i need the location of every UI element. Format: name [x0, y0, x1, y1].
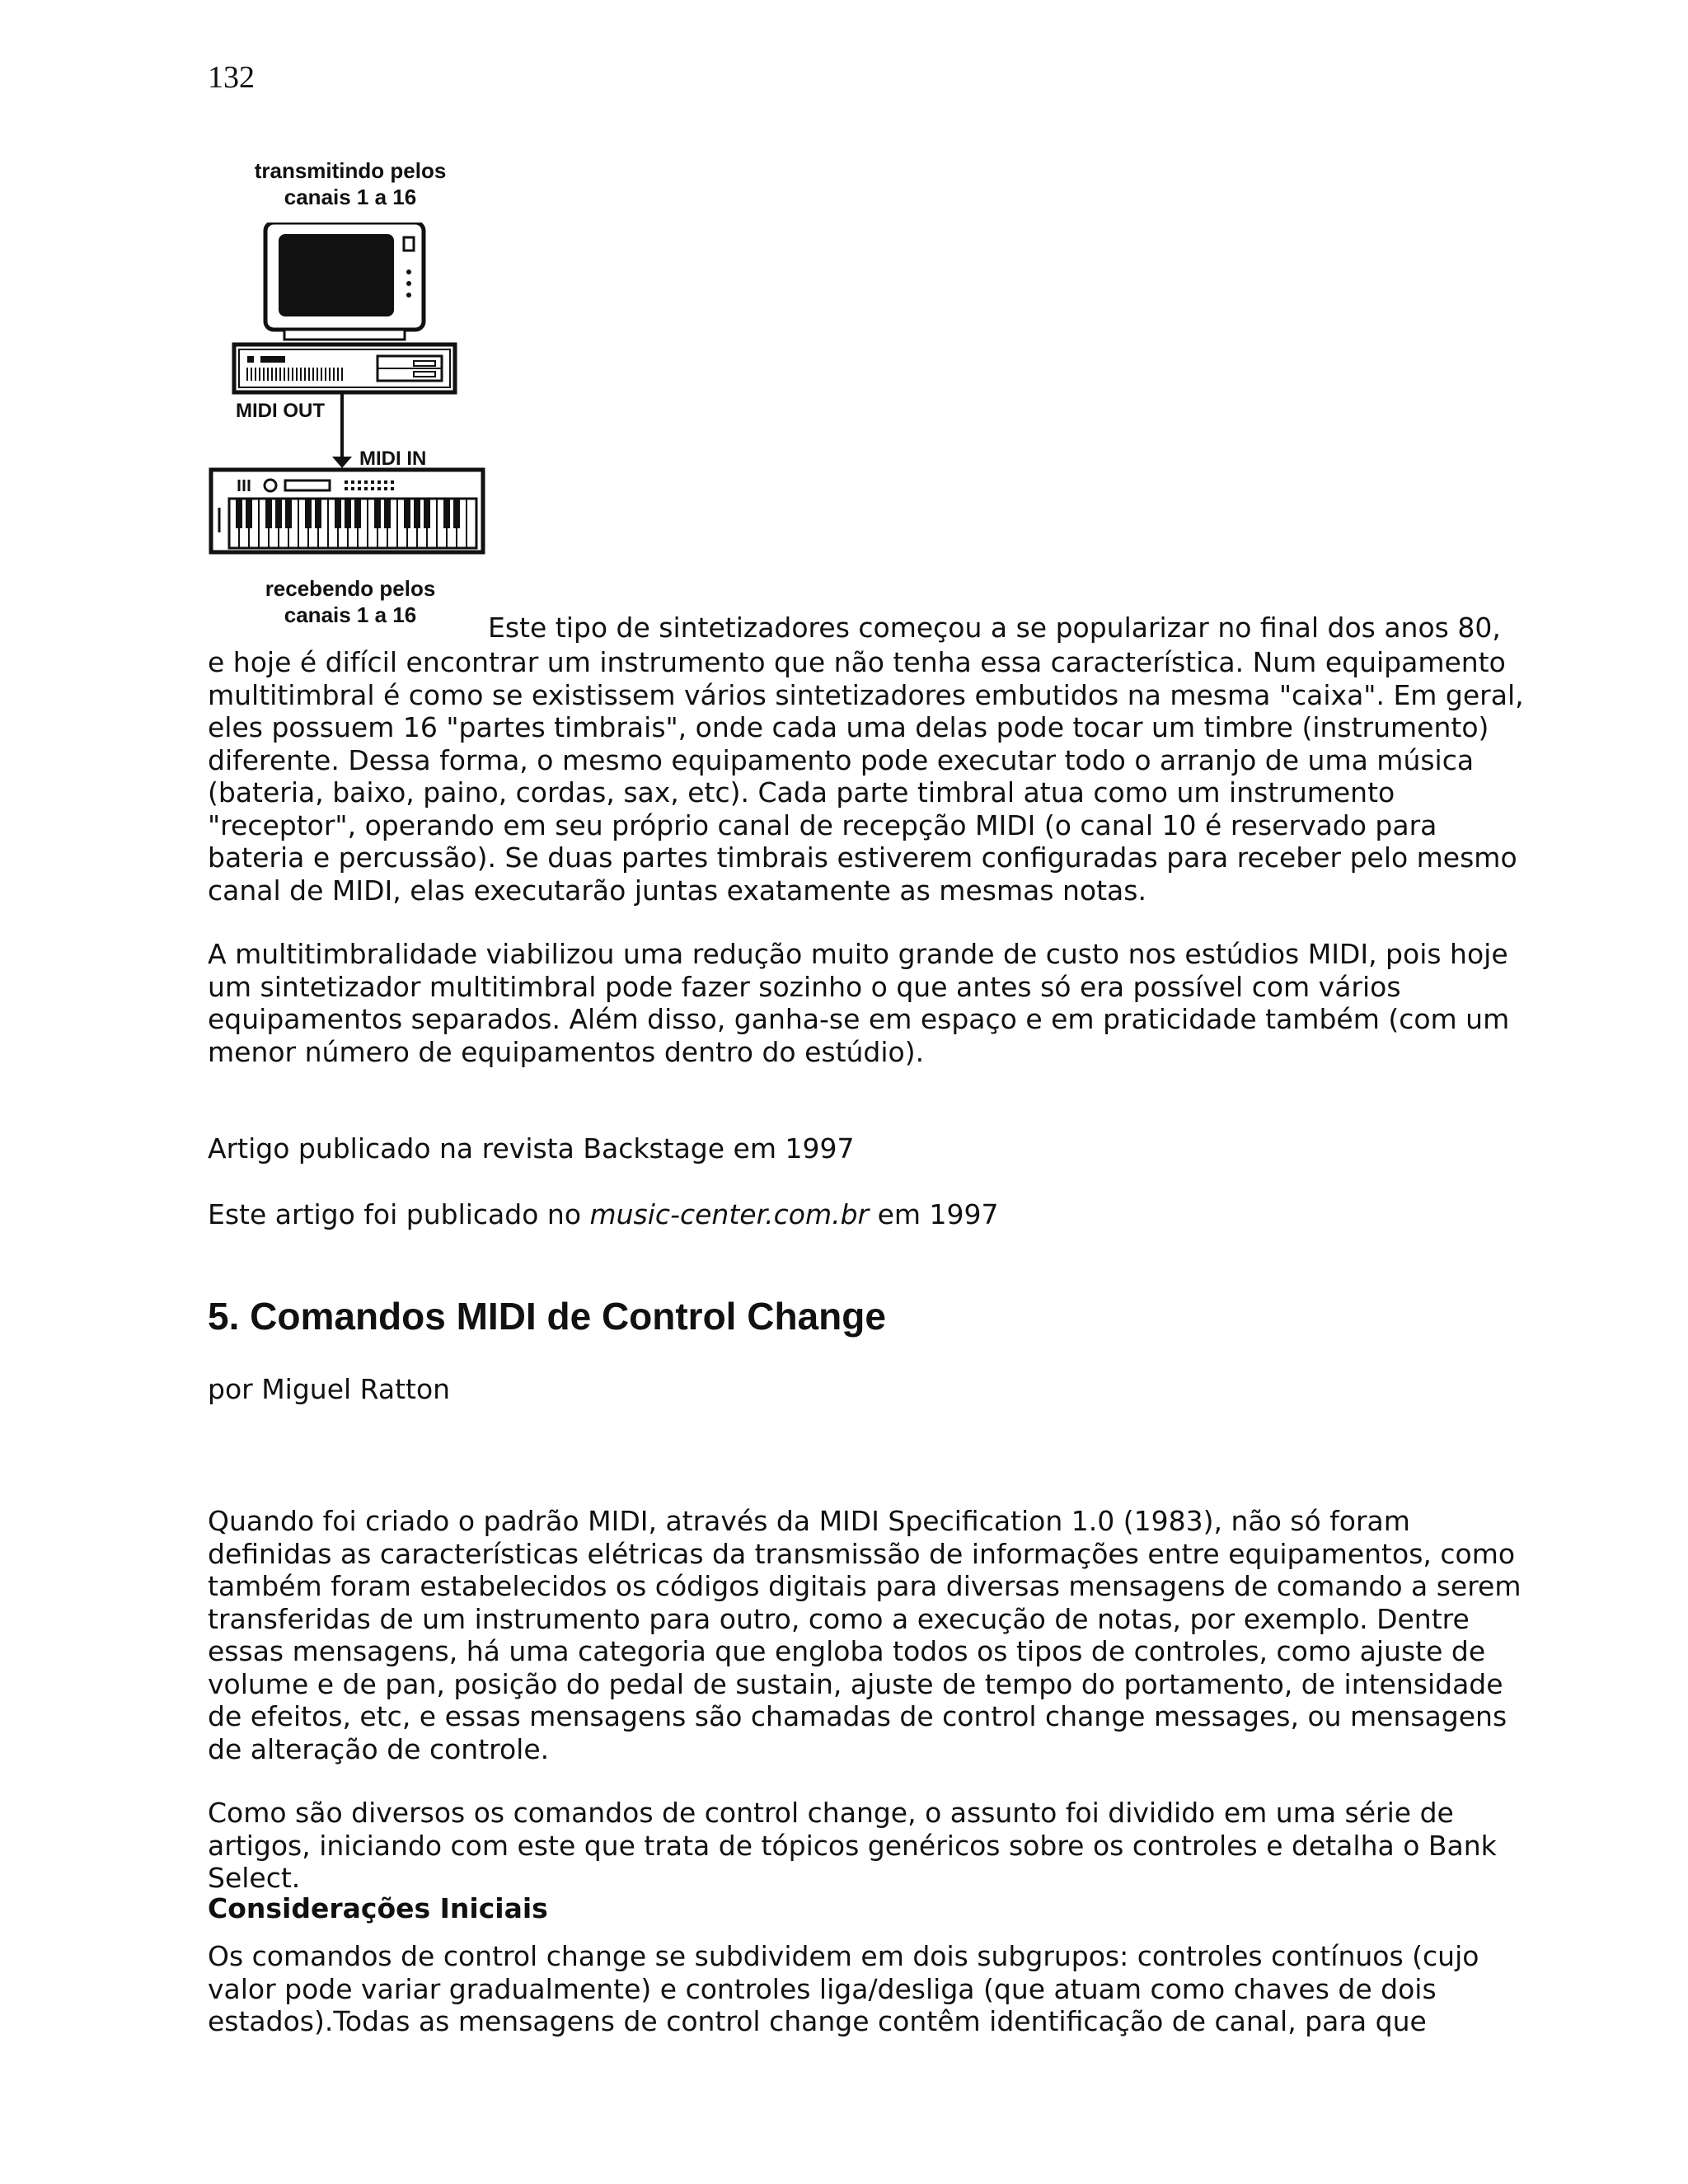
- published-note-2-prefix: Este artigo foi publicado no: [208, 1198, 590, 1230]
- subheading-consideracoes: Considerações Iniciais: [208, 1892, 548, 1924]
- section-paragraph-2: Como são diversos os comandos de control change, o assunto foi dividido em uma série de artigos, iniciando com este que trata de tópicos genéricos sobre os controles e detalha o Bank Select.: [208, 1797, 1497, 1894]
- page-number: 132: [208, 60, 255, 95]
- computer-cpu-icon: [234, 344, 455, 392]
- paragraph-1-first-line: Este tipo de sintetizadores começou a se popularizar no final dos anos 80,: [488, 612, 1501, 644]
- midi-in-label: MIDI IN: [359, 448, 427, 470]
- midi-cable-arrow-icon: [332, 392, 352, 468]
- midi-out-label: MIDI OUT: [236, 400, 325, 422]
- figure-top-label-line2: canais 1 a 16: [284, 185, 417, 209]
- section-title: 5. Comandos MIDI de Control Change: [208, 1295, 886, 1338]
- published-note-2: [208, 1198, 1526, 1231]
- published-note-1: Artigo publicado na revista Backstage em 1997: [208, 1132, 855, 1165]
- figure-bottom-label-line2: canais 1 a 16: [284, 602, 417, 627]
- website-reference: music-center.com.br: [589, 1198, 870, 1230]
- author-line: por Miguel Ratton: [208, 1373, 451, 1405]
- published-note-2-suffix: em 1997: [869, 1198, 999, 1230]
- paragraph-1: e hoje é difícil encontrar um instrumento que não tenha essa característica. Num equipamento multitimbral é como se existissem vários sintetizadores embutidos na mesma "caixa". Em geral, eles possuem 16 "partes timbrais", onde cada uma delas pode tocar um timbre (instrumento) diferente. Dessa forma, o mesmo equipamento pode executar todo o arranjo de uma música (bateria, baixo, paino, cordas, sax, etc). Cada parte timbral atua como um instrumento "receptor", operando em seu próprio canal de recepção MIDI (o canal 10 é reservado para bateria e percussão). Se duas partes timbrais estiverem configuradas para receber pelo mesmo canal de MIDI, elas executarão juntas exatamente as mesmas notas.: [208, 646, 1524, 907]
- computer-monitor-icon: [265, 223, 424, 340]
- section-paragraph-3: Os comandos de control change se subdividem em dois subgrupos: controles contínuos (cujo valor pode variar gradualmente) e controles liga/desliga (que atuam como chaves de dois estados).Todas as mensagens de control change contêm identificação de canal, para que: [208, 1940, 1479, 2037]
- section-paragraph-1: Quando foi criado o padrão MIDI, através da MIDI Specification 1.0 (1983), não só foram definidas as características elétricas da transmissão de informações entre equipamentos, como também foram estabelecidos os códigos digitais para diversas mensagens de comando a serem transferidas de um instrumento para outro, como a execução de notas, por exemplo. Dentre essas mensagens, há uma categoria que engloba todos os tipos de controles, como ajuste de volume e de pan, posição do pedal de sustain, ajuste de tempo do portamento, de intensidade de efeitos, etc, e essas mensagens são chamadas de control change messages, ou mensagens de alteração de controle.: [208, 1505, 1522, 1765]
- computer-keyboard-drawing: [206, 223, 495, 635]
- figure-bottom-label-line1: recebendo pelos: [265, 576, 436, 601]
- midi-keyboard-icon: [211, 470, 483, 552]
- paragraph-2: A multitimbralidade viabilizou uma redução muito grande de custo nos estúdios MIDI, pois hoje um sintetizador multitimbral pode fazer sozinho o que antes só era possível com vários equipamentos separados. Além disso, ganha-se em espaço e em praticidade também (com um menor número de equipamentos dentro do estúdio).: [208, 938, 1510, 1068]
- midi-connection-figure: [206, 152, 495, 635]
- figure-top-label-line1: transmitindo pelos: [254, 158, 447, 183]
